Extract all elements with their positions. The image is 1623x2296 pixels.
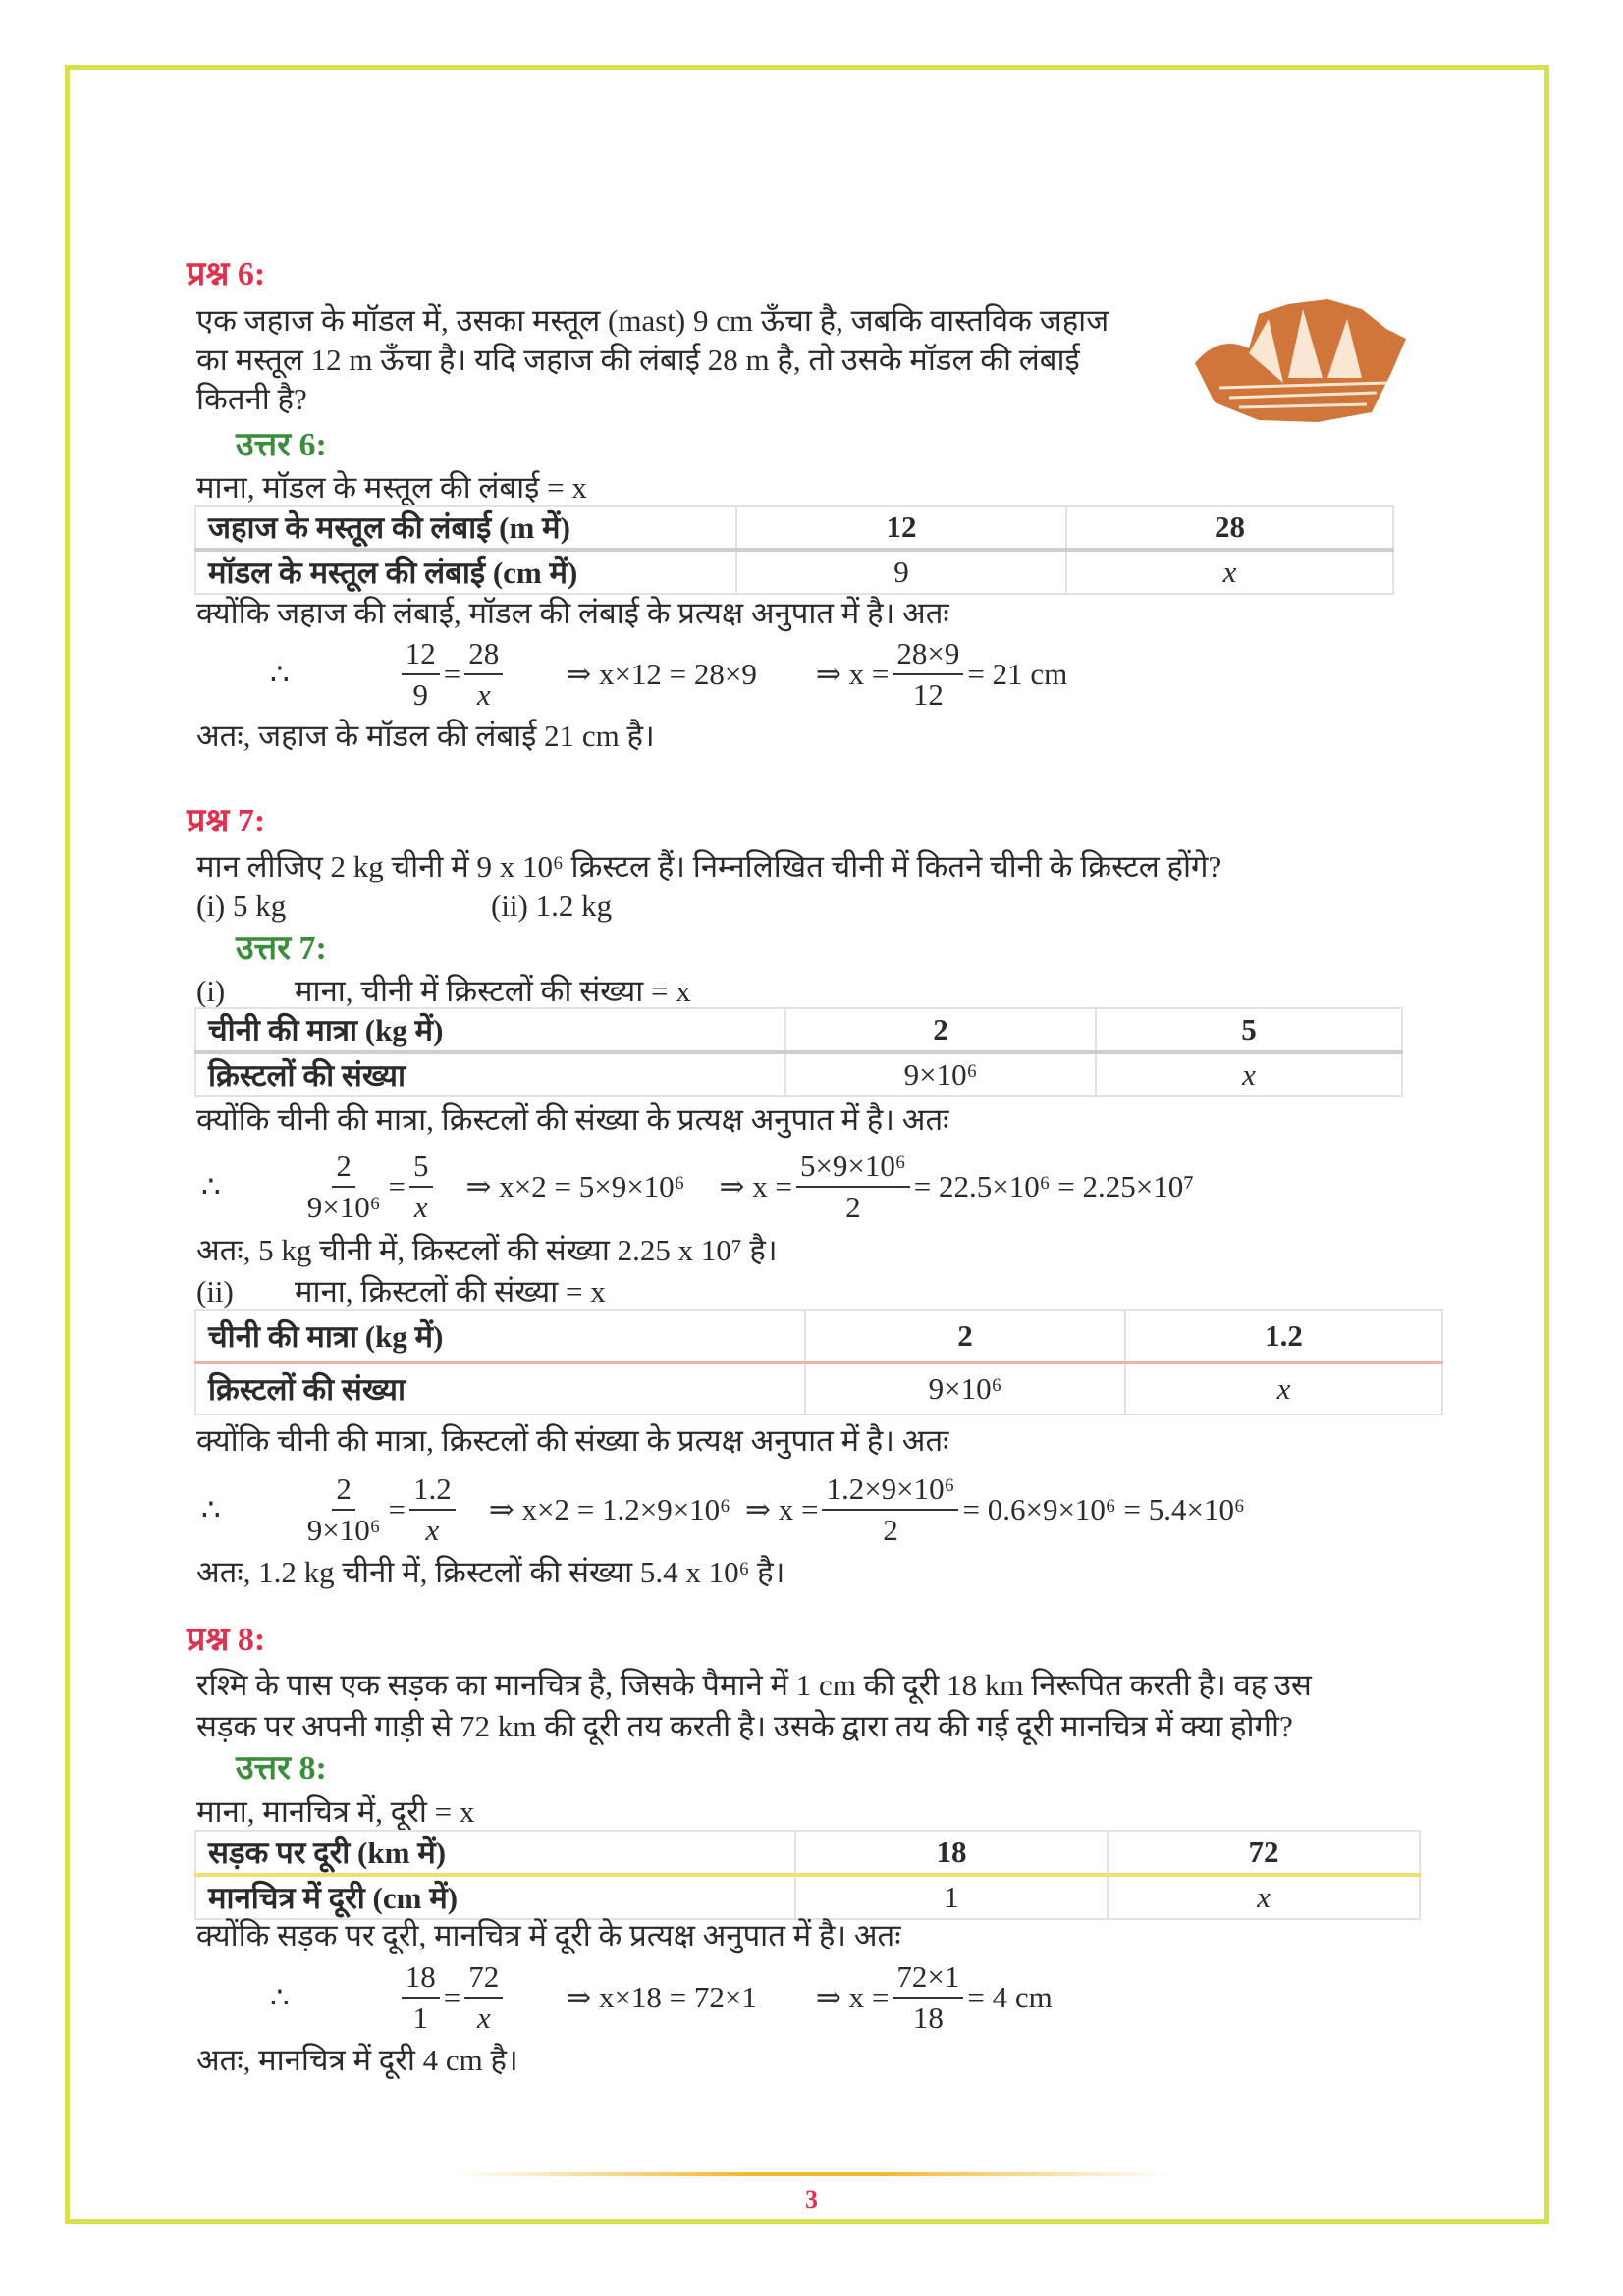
table-cell: मानचित्र में दूरी (cm में) [195, 1875, 795, 1919]
equation-step: ⇒ x = [719, 1169, 792, 1203]
question-6-line: कितनी है? [196, 382, 307, 416]
question-6-line: का मस्तूल 12 m ऊँचा है। यदि जहाज की लंबाई 28 m है, तो उसके मॉडल की लंबाई [196, 343, 1080, 377]
table-cell: क्रिस्टलों की संख्या [195, 1052, 785, 1096]
answer-7-part1-table [194, 1007, 1403, 1097]
table-cell: सड़क पर दूरी (km में) [195, 1831, 795, 1875]
equation-step: ⇒ x×2 = 5×9×10⁶ [465, 1169, 685, 1203]
table-row [195, 550, 1393, 594]
table-cell: 72 [1108, 1831, 1420, 1875]
answer-6-title: उत्तर 6: [236, 427, 327, 463]
answer-8-since: क्योंकि सड़क पर दूरी, मानचित्र में दूरी के प्रत्यक्ष अनुपात में है। अतः [196, 1918, 901, 1952]
fraction: 18 1 [402, 1957, 440, 2038]
fraction: 12 9 [402, 634, 440, 715]
answer-7-part2-table [194, 1309, 1443, 1415]
fraction: $\frac{28\times 9}{12}$ [893, 634, 963, 715]
table-cell: 18 [795, 1831, 1108, 1875]
table-cell: x [1066, 550, 1393, 594]
fraction: 2 9×10⁶ [306, 1471, 381, 1547]
answer-8-let: माना, मानचित्र में, दूरी = x [196, 1794, 475, 1829]
therefore-symbol: ∴ [270, 1980, 290, 2014]
table-cell: x [1096, 1052, 1402, 1096]
answer-8-table [194, 1830, 1421, 1920]
fraction: 5 x [409, 1147, 433, 1227]
therefore-symbol: ∴ [201, 1492, 221, 1526]
equation-step: ⇒ x = [815, 657, 890, 691]
question-7-title: प्रश्न 7: [187, 803, 266, 839]
answer-7-part2-label: (ii) [196, 1274, 234, 1308]
equation-result: = 0.6×9×10⁶ = 5.4×10⁶ [962, 1492, 1245, 1526]
table-row [195, 1362, 1442, 1415]
table-cell: जहाज के मस्तूल की लंबाई (m में) [195, 506, 736, 550]
equation-result: = 22.5×10⁶ = 2.25×10⁷ [913, 1169, 1195, 1203]
answer-7-part2-since: क्योंकि चीनी की मात्रा, क्रिस्टलों की संख्या के प्रत्यक्ष अनुपात में है। अतः [196, 1423, 949, 1458]
therefore-symbol: ∴ [201, 1169, 221, 1203]
equation-result: = 4 cm [967, 1980, 1053, 2014]
answer-7-part1-conclusion: अतः, 5 kg चीनी में, क्रिस्टलों की संख्या 2.25 x 10⁷ है। [196, 1233, 778, 1267]
table-row [195, 1831, 1420, 1875]
answer-6-equation: ∴ 12 9 = 28 x ⇒ x×12 = 28×9 ⇒ x = $\frac{28\times 9}{12}$ = 21 cm [270, 634, 1067, 715]
table-row [195, 1052, 1402, 1096]
table-cell: क्रिस्टलों की संख्या [195, 1362, 805, 1415]
question-8-line: सड़क पर अपनी गाड़ी से 72 km की दूरी तय करती है। उसके द्वारा तय की गई दूरी मानचित्र में क्या होगी? [196, 1709, 1293, 1743]
table-cell: 12 [736, 506, 1066, 550]
question-8-title: प्रश्न 8: [187, 1622, 266, 1658]
table-row [195, 1875, 1420, 1919]
answer-7-part1-let: माना, चीनी में क्रिस्टलों की संख्या = x [295, 974, 691, 1008]
table-cell: चीनी की मात्रा (kg में) [195, 1310, 805, 1362]
answer-7-part1-label: (i) [196, 974, 226, 1008]
fraction: 2 9×10⁶ [306, 1148, 381, 1224]
answer-6-since: क्योंकि जहाज की लंबाई, मॉडल की लंबाई के प्रत्यक्ष अनुपात में है। अतः [196, 596, 949, 630]
answer-7-part1-equation: ∴ 2 9×10⁶ = 5 x ⇒ x×2 = 5×9×10⁶ ⇒ x = $\frac{\text{5×9×10⁶}}{2}$ = 22.5×10⁶ = 2.25×10⁷ [201, 1147, 1194, 1227]
answer-8-title: उत्तर 8: [236, 1750, 327, 1787]
fraction: $\frac{72\times 1}{18}$ [893, 1957, 963, 2038]
page-number: 3 [805, 2185, 818, 2214]
equation-step: ⇒ x = [815, 1980, 890, 2014]
answer-6-let: माना, मॉडल के मस्तूल की लंबाई = x [196, 470, 587, 505]
question-6-line: एक जहाज के मॉडल में, उसका मस्तूल (mast) 9 cm ऊँचा है, जबकि वास्तविक जहाज [196, 303, 1109, 338]
table-cell: 1 [795, 1875, 1108, 1919]
table-cell: 9 [736, 550, 1066, 594]
question-7-option-2: (ii) 1.2 kg [491, 888, 613, 923]
fraction: $\frac{\text{5×9×10⁶}}{2}$ [796, 1147, 910, 1227]
therefore-symbol: ∴ [270, 657, 290, 691]
table-cell: 5 [1096, 1008, 1402, 1052]
table-cell: 2 [805, 1310, 1125, 1362]
table-cell: चीनी की मात्रा (kg में) [195, 1008, 785, 1052]
ship-illustration [1190, 294, 1411, 432]
table-row [195, 506, 1393, 550]
question-8-line: रश्मि के पास एक सड़क का मानचित्र है, जिसके पैमाने में 1 cm की दूरी 18 km निरूपित करती है। वह उस [196, 1668, 1312, 1702]
table-cell: x [1108, 1875, 1420, 1919]
answer-6-table [194, 505, 1394, 595]
fraction: 28 x [464, 634, 503, 715]
fraction: 72 x [464, 1957, 503, 2038]
table-cell: x [1125, 1362, 1442, 1415]
equation-result: = 21 cm [967, 657, 1068, 691]
answer-7-part1-since: क्योंकि चीनी की मात्रा, क्रिस्टलों की संख्या के प्रत्यक्ष अनुपात में है। अतः [196, 1102, 949, 1137]
answer-8-equation: ∴ 18 1 = 72 x ⇒ x×18 = 72×1 ⇒ x = $\frac{72\times 1}{18}$ = 4 cm [270, 1957, 1053, 2038]
question-6-title: प्रश्न 6: [187, 256, 266, 293]
question-7-option-1: (i) 5 kg [196, 888, 287, 923]
table-cell: 2 [785, 1008, 1096, 1052]
equation-step: ⇒ x×12 = 28×9 [566, 657, 757, 691]
answer-7-part2-let: माना, क्रिस्टलों की संख्या = x [295, 1274, 606, 1308]
answer-8-conclusion: अतः, मानचित्र में दूरी 4 cm है। [196, 2043, 518, 2077]
footer-divider [454, 2172, 1172, 2176]
equation-step: ⇒ x×2 = 1.2×9×10⁶ [488, 1492, 730, 1526]
equation-step: ⇒ x×18 = 72×1 [566, 1980, 757, 2014]
table-row [195, 1008, 1402, 1052]
table-cell: 9×10⁶ [805, 1362, 1125, 1415]
answer-6-conclusion: अतः, जहाज के मॉडल की लंबाई 21 cm है। [196, 719, 655, 753]
answer-7-title: उत्तर 7: [236, 931, 327, 967]
question-7-line: मान लीजिए 2 kg चीनी में 9 x 10⁶ क्रिस्टल हैं। निम्नलिखित चीनी में कितने चीनी के क्रिस्टल होंगे? [196, 849, 1222, 883]
table-cell: 1.2 [1125, 1310, 1442, 1362]
table-cell: 9×10⁶ [785, 1052, 1096, 1096]
table-cell: 28 [1066, 506, 1393, 550]
table-cell: मॉडल के मस्तूल की लंबाई (cm में) [195, 550, 736, 594]
answer-7-part2-conclusion: अतः, 1.2 kg चीनी में, क्रिस्टलों की संख्या 5.4 x 10⁶ है। [196, 1555, 785, 1589]
fraction: 1.2 x [409, 1469, 456, 1550]
table-row [195, 1310, 1442, 1362]
fraction: $\frac{\text{1.2×9×10⁶}}{2}$ [822, 1469, 958, 1550]
answer-7-part2-equation: ∴ 2 9×10⁶ = 1.2 x ⇒ x×2 = 1.2×9×10⁶ ⇒ x = $\frac{\text{1.2×9×10⁶}}{2}$ = 0.6×9×10⁶ = 5.4×10⁶ [201, 1469, 1245, 1550]
equation-step: ⇒ x = [744, 1492, 819, 1526]
